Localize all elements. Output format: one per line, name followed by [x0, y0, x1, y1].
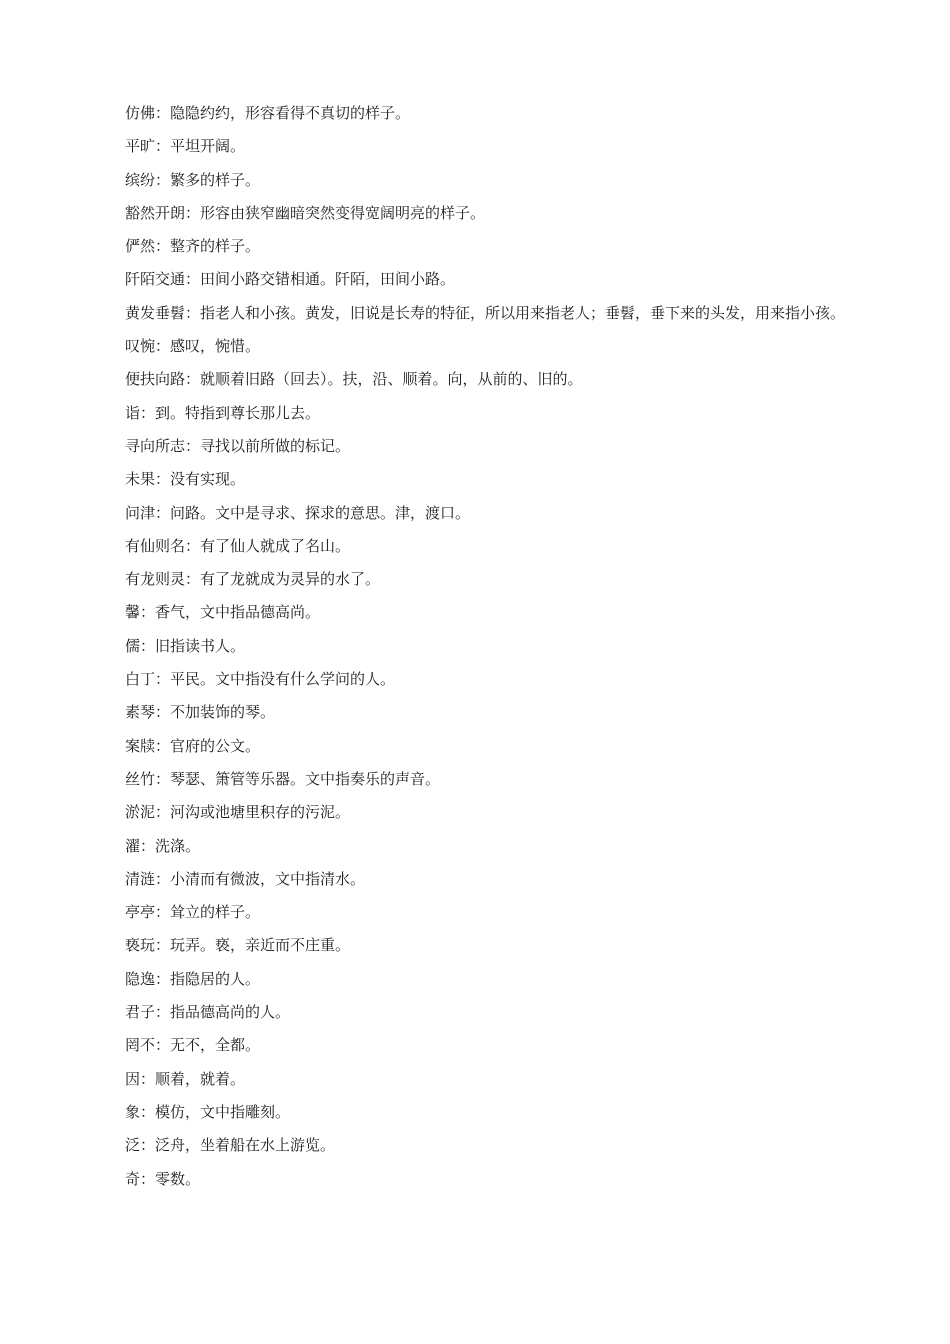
glossary-entry: 阡陌交通：田间小路交错相通。阡陌，田间小路。	[125, 270, 456, 289]
glossary-entry: 濯：洗涤。	[125, 836, 201, 855]
glossary-entry: 未果：没有实现。	[125, 470, 246, 489]
glossary-entry: 平旷：平坦开阔。	[125, 137, 246, 156]
glossary-entry: 素琴：不加装饰的琴。	[125, 703, 276, 722]
glossary-entry: 案牍：官府的公文。	[125, 736, 261, 755]
glossary-entry: 缤纷：繁多的样子。	[125, 170, 261, 189]
glossary-entry: 因：顺着，就着。	[125, 1069, 246, 1088]
glossary-entry: 亵玩：玩弄。亵，亲近而不庄重。	[125, 936, 351, 955]
glossary-entry: 豁然开朗：形容由狭窄幽暗突然变得宽阔明亮的样子。	[125, 203, 486, 222]
glossary-entry: 有龙则灵：有了龙就成为灵异的水了。	[125, 570, 381, 589]
glossary-entry: 白丁：平民。文中指没有什么学问的人。	[125, 670, 396, 689]
glossary-entry: 亭亭：耸立的样子。	[125, 903, 261, 922]
glossary-entry: 丝竹：琴瑟、箫管等乐器。文中指奏乐的声音。	[125, 769, 441, 788]
glossary-entry: 黄发垂髫：指老人和小孩。黄发，旧说是长寿的特征，所以用来指老人；垂髫，垂下来的头发，用来指小孩。	[125, 303, 846, 322]
glossary-entry: 仿佛：隐隐约约，形容看得不真切的样子。	[125, 104, 411, 122]
glossary-entry: 有仙则名：有了仙人就成了名山。	[125, 536, 351, 555]
glossary-entry: 象：模仿，文中指雕刻。	[125, 1102, 291, 1121]
glossary-entry: 清涟：小清而有微波，文中指清水。	[125, 869, 366, 888]
glossary-entry: 诣：到。特指到尊长那儿去。	[125, 403, 321, 422]
glossary-list	[92, 97, 862, 1196]
glossary-entry: 隐逸：指隐居的人。	[125, 969, 261, 988]
glossary-entry: 寻向所志：寻找以前所做的标记。	[125, 436, 351, 455]
glossary-entry: 便扶向路：就顺着旧路（回去）。扶，沿、顺着。向，从前的、旧的。	[125, 370, 583, 389]
glossary-entry: 奇：零数。	[125, 1169, 201, 1188]
glossary-entry: 馨：香气，文中指品德高尚。	[125, 603, 321, 622]
glossary-entry: 君子：指品德高尚的人。	[125, 1003, 291, 1022]
glossary-entry: 罔不：无不，全都。	[125, 1036, 261, 1055]
glossary-entry: 淤泥：河沟或池塘里积存的污泥。	[125, 803, 351, 822]
glossary-entry: 问津：问路。文中是寻求、探求的意思。津，渡口。	[125, 503, 471, 522]
glossary-entry: 泛：泛舟，坐着船在水上游览。	[125, 1136, 336, 1155]
glossary-entry: 叹惋：感叹，惋惜。	[125, 337, 261, 356]
glossary-entry: 俨然：整齐的样子。	[125, 237, 261, 256]
glossary-entry: 儒：旧指读书人。	[125, 636, 246, 655]
